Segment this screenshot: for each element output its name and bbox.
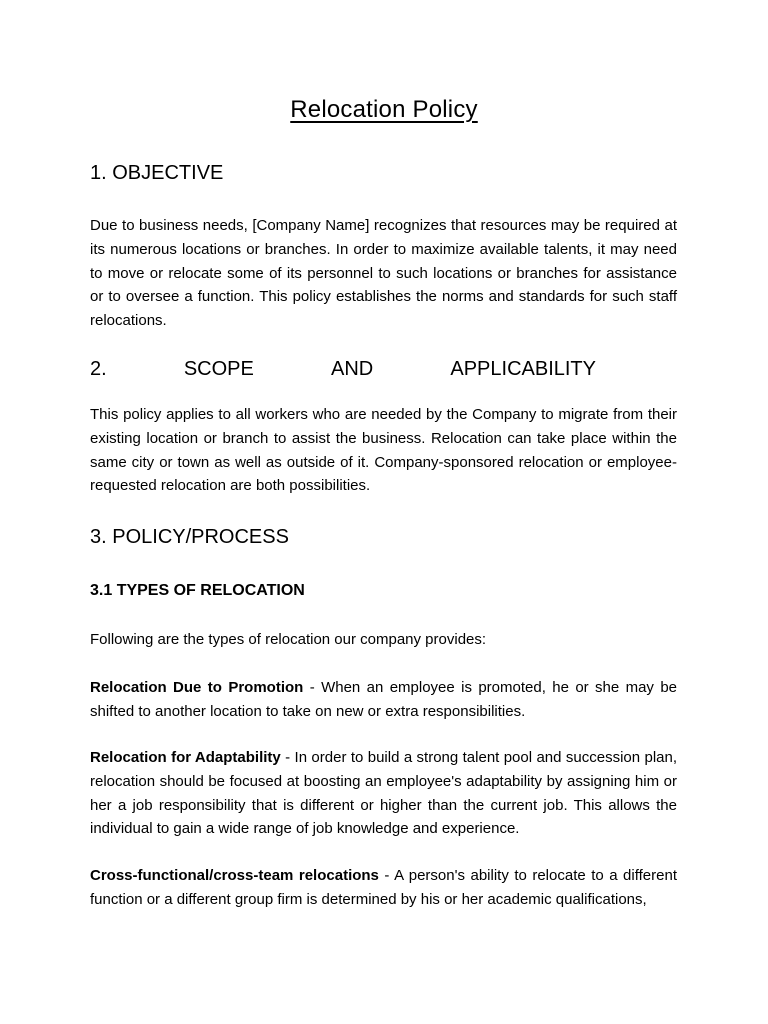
relocation-type-promotion bbox=[90, 676, 677, 724]
types-intro-paragraph: Following are the types of relocation our company provides: bbox=[90, 631, 487, 648]
scope-heading-word-and: AND bbox=[331, 358, 374, 380]
subsection-heading-types: 3.1 TYPES OF RELOCATION bbox=[90, 582, 305, 599]
document-title: Relocation Policy bbox=[290, 96, 478, 123]
relocation-type-description: - In order to build a strong talent pool and succession plan, relocation should be focused at boosting an employee's adaptability by assigning him or her a job responsibility that is different or higher than the current job. This allows the individual to gain a wide range of job knowledge and experience. bbox=[90, 749, 678, 838]
scope-heading-word-applicability: APPLICABILITY bbox=[450, 358, 596, 380]
relocation-type-adaptability bbox=[90, 746, 677, 841]
scope-heading-word-scope: SCOPE bbox=[183, 358, 254, 380]
relocation-type-description: - When an employee is promoted, he or she may be shifted to another location to take on new or extra responsibilities. bbox=[90, 679, 678, 720]
section-heading-scope bbox=[90, 358, 596, 381]
scope-paragraph: This policy applies to all workers who are needed by the Company to migrate from their existing location or branch to assist the business. Relocation can take place within the same city or town as well as outside of it. Company-sponsored relocation or employee-requested relocation are both possibilities. bbox=[90, 406, 677, 495]
relocation-type-term: Relocation for Adaptability bbox=[90, 749, 281, 766]
scope-heading-number: 2. bbox=[90, 358, 107, 380]
section-heading-policy: 3. POLICY/PROCESS bbox=[90, 526, 289, 548]
relocation-type-cross-functional bbox=[90, 864, 677, 912]
relocation-type-term: Cross-functional/cross-team relocations bbox=[90, 867, 379, 884]
section-heading-objective: 1. OBJECTIVE bbox=[90, 162, 224, 184]
relocation-type-term: Relocation Due to Promotion bbox=[90, 679, 304, 696]
relocation-type-description: - A person's ability to relocate to a different function or a different group firm is determined by his or her academic qualifications, bbox=[90, 867, 677, 908]
objective-paragraph: Due to business needs, [Company Name] recognizes that resources may be required at its numerous locations or branches. In order to maximize available talents, it may need to move or relocate some of its personnel to such locations or branches for assistance or to oversee a function. This policy establishes the norms and standards for such staff relocations. bbox=[90, 217, 677, 330]
